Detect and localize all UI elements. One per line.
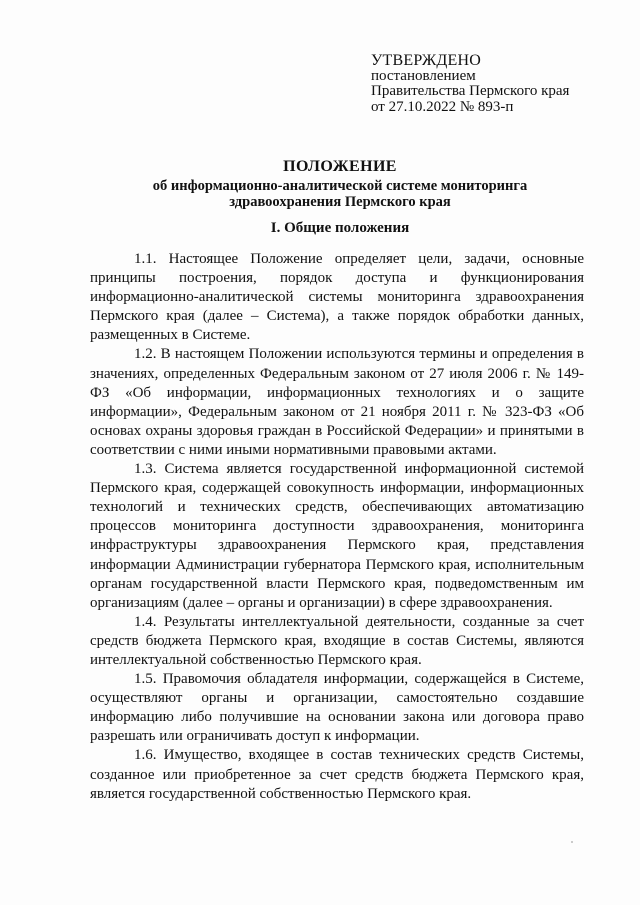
paragraph-1-5: 1.5. Правомочия обладателя информации, содержащейся в Системе, осуществляют органы и организации, самостоятельно создавшие информацию либо получившие на основании закона или договора право разрешать или ограничивать доступ к информации. bbox=[90, 671, 584, 745]
document-body bbox=[90, 250, 584, 804]
paragraph-1-3: 1.3. Система является государственной информационной системой Пермского края, содержащей совокупность информации, информационных технологий и технических средств, обеспечивающих автоматизацию процессов мониторинга доступности здравоохранения, мониторинга инфраструктуры здравоохранения Пермского края, представления информации Администрации губернатора Пермского края, исполнительным органам государственной власти Пермского края, подведомственным им организациям (далее – органы и организации) в сфере здравоохранения. bbox=[90, 461, 584, 611]
approval-line-1: постановлением bbox=[371, 67, 476, 84]
paragraph-1-4: 1.4. Результаты интеллектуальной деятельности, созданные за счет средств бюджета Пермского края, входящие в состав Системы, являются интеллектуальной собственностью Пермского края. bbox=[90, 613, 584, 668]
paragraph-1-2: 1.2. В настоящем Положении используются термины и определения в значениях, определенных Федеральным законом от 27 июля 2006 г. № 149-ФЗ «Об информации, информационных технологиях и о защите информации», Федеральным законом от 21 ноября 2011 г. № 323-ФЗ «Об основах охраны здоровья граждан в Российской Федерации» и принятыми в соответствии с ними иными нормативными правовыми актами. bbox=[90, 346, 584, 458]
section-title: I. Общие положения bbox=[270, 220, 410, 236]
paragraph-1-6: 1.6. Имущество, входящее в состав технических средств Системы, созданное или приобретенное за счет средств бюджета Пермского края, является государственной собственностью Пермского края. bbox=[90, 747, 584, 802]
document-subtitle bbox=[90, 178, 590, 210]
subtitle-line-2: здравоохранения Пермского края bbox=[229, 194, 451, 210]
approval-line-3: от 27.10.2022 № 893-п bbox=[371, 98, 514, 115]
subtitle-line-1: об информационно-аналитической системе мониторинга bbox=[152, 178, 528, 194]
paragraph-1-1: 1.1. Настоящее Положение определяет цели, задачи, основные принципы построения, порядок доступа и функционирования информационно-аналитической системы мониторинга здравоохранения Пермского края (далее – Система), а также порядок обработки данных, размещенных в Системе. bbox=[90, 251, 584, 344]
document-title: ПОЛОЖЕНИЕ bbox=[283, 158, 397, 175]
approval-block bbox=[371, 53, 611, 115]
approval-line-2: Правительства Пермского края bbox=[371, 83, 570, 99]
scan-speck bbox=[571, 841, 573, 843]
approval-stamp: УТВЕРЖДЕНО bbox=[371, 52, 482, 69]
